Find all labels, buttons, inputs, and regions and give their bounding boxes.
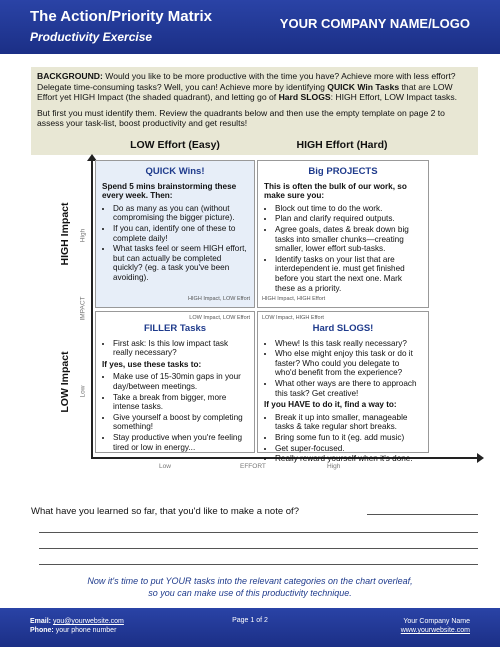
page-footer — [0, 608, 500, 647]
phone-label: Phone: — [30, 627, 54, 634]
row-header-low-impact: LOW Impact — [59, 351, 71, 413]
notes-question: What have you learned so far, that you'd like to make a note of? — [31, 506, 299, 517]
x-axis-high-label: High — [327, 463, 341, 470]
column-header-high-effort: HIGH Effort (Hard) — [296, 139, 388, 151]
background-text-2: that are LOW Effort yet HIGH Impact (the shaded quadrant), and letting go of — [37, 81, 453, 103]
list-item: • Identify tasks on your list that are interdependent ie. must get finished before you start the next one. Mark these as a priority. — [275, 255, 422, 293]
quick-wins-list — [102, 204, 248, 283]
email-link[interactable]: you@yourwebsite.com — [52, 618, 124, 625]
list-item: • Plan and clarify required outputs. — [275, 214, 422, 224]
footer-company-name: Your Company Name — [403, 618, 470, 625]
column-header-low-effort: LOW Effort (Easy) — [130, 139, 220, 151]
quick-win-term: QUICK Win Tasks — [327, 81, 400, 92]
background-text-3: : HIGH Effort, LOW Impact tasks. — [330, 92, 458, 103]
list-item: • Bring some fun to it (eg. add music) — [275, 433, 422, 443]
quadrant-quick-wins — [95, 160, 255, 308]
y-axis-line — [91, 158, 93, 458]
website-link[interactable]: www.yourwebsite.com — [400, 627, 470, 634]
hard-slogs-title: Hard SLOGS! — [312, 323, 374, 334]
hard-slogs-lead: If you HAVE to do it, find a way to: — [264, 400, 397, 410]
notes-line[interactable] — [39, 564, 478, 565]
filler-list-2 — [102, 372, 248, 452]
list-item: • Do as many as you can (without compromising the bigger picture). — [113, 204, 248, 223]
call-to-action — [0, 575, 500, 599]
list-item: • Agree goals, dates & break down big tasks into smaller chunks—creating smaller, lower effort sub-tasks. — [275, 225, 422, 254]
x-axis-low-label: Low — [159, 463, 171, 470]
big-projects-list — [264, 204, 422, 293]
list-item: • Who else might enjoy this task or do it faster? Who could you delegate to who'd benefit from the experience? — [275, 349, 422, 378]
background-text-1: Would you like to be more productive with the time you have? Achieve more with less effort? Delegate time-consuming tasks? Well, you can! Achieve more by identifying — [37, 71, 456, 92]
filler-list-1 — [102, 339, 248, 358]
email-label: Email: — [30, 618, 52, 625]
document-title: The Action/Priority Matrix — [30, 8, 212, 25]
list-item: • Break it up into smaller, manageable tasks & take regular short breaks. — [275, 413, 422, 432]
quadrant-hard-slogs — [257, 311, 429, 464]
background-paragraph-2: But first you must identify them. Review the quadrants below and then use the empty template on page 2 to assess your task-list, boost productivity and get results! — [37, 107, 445, 129]
footer-company — [401, 617, 470, 635]
list-item: • What tasks feel or seem HIGH effort, but can actually be completed quickly? (eg. a task you've been avoiding). — [113, 244, 248, 282]
document-subtitle: Productivity Exercise — [30, 30, 153, 44]
background-label: BACKGROUND: — [37, 71, 103, 81]
filler-lead: If yes, use these tasks to: — [102, 359, 202, 369]
big-projects-title: Big PROJECTS — [308, 166, 378, 177]
filler-title: FILLER Tasks — [143, 323, 207, 334]
notes-line[interactable] — [367, 514, 478, 515]
hard-slogs-list-2 — [264, 413, 422, 464]
list-item: • Make use of 15-30min gaps in your day/between meetings. — [113, 372, 248, 391]
list-item: • If you can, identify one of these to complete daily! — [113, 224, 248, 243]
cta-line-2: so you can make use of this productivity technique. — [148, 588, 352, 598]
notes-line[interactable] — [39, 532, 478, 533]
background-paragraph — [37, 71, 472, 103]
cta-line-1: Now it's time to put YOUR tasks into the relevant categories on the chart overleaf, — [87, 576, 413, 586]
hard-slogs-tag: LOW Impact, HIGH Effort — [262, 315, 324, 321]
phone-number: your phone number — [55, 627, 117, 634]
list-item: • Give yourself a boost by completing something! — [113, 413, 248, 432]
list-item: • Stay productive when you're feeling tired or low in energy... — [113, 433, 248, 452]
big-projects-lead: This is often the bulk of our work, so make sure you: — [264, 181, 407, 201]
page-number: Page 1 of 2 — [232, 617, 268, 624]
big-projects-tag: HIGH Impact, HIGH Effort — [262, 296, 326, 303]
list-item: • Get super-focused. — [275, 444, 422, 454]
filler-tag: LOW Impact, LOW Effort — [189, 315, 250, 321]
page-header — [0, 0, 500, 54]
y-axis-low-label: Low — [79, 385, 87, 398]
company-logo-placeholder: YOUR COMPANY NAME/LOGO — [279, 16, 470, 31]
hard-slogs-term: Hard SLOGS — [278, 92, 331, 103]
row-header-high-impact: HIGH Impact — [59, 202, 71, 266]
list-item: • Really reward yourself when it's done. — [275, 454, 422, 464]
quick-wins-lead: Spend 5 mins brainstorming these every week. Then: — [102, 181, 237, 201]
list-item: • What other ways are there to approach this task? Get creative! — [275, 379, 422, 398]
list-item: • Whew! Is this task really necessary? — [275, 339, 422, 349]
x-axis-arrow-icon — [477, 453, 484, 463]
notes-line[interactable] — [39, 548, 478, 549]
list-item: • Block out time to do the work. — [275, 204, 422, 214]
y-axis-high-label: High — [79, 228, 87, 243]
hard-slogs-list-1 — [264, 339, 422, 399]
quadrant-big-projects — [257, 160, 429, 308]
list-item: • Take a break from bigger, more intense tasks. — [113, 393, 248, 412]
quadrant-filler-tasks — [95, 311, 255, 453]
quick-wins-title: QUICK Wins! — [145, 166, 205, 177]
x-axis-title: EFFORT — [240, 463, 266, 470]
y-axis-title: IMPACT — [79, 296, 87, 321]
quick-wins-tag: HIGH Impact, LOW Effort — [188, 296, 250, 303]
list-item: • First ask: Is this low impact task really necessary? — [113, 339, 248, 358]
